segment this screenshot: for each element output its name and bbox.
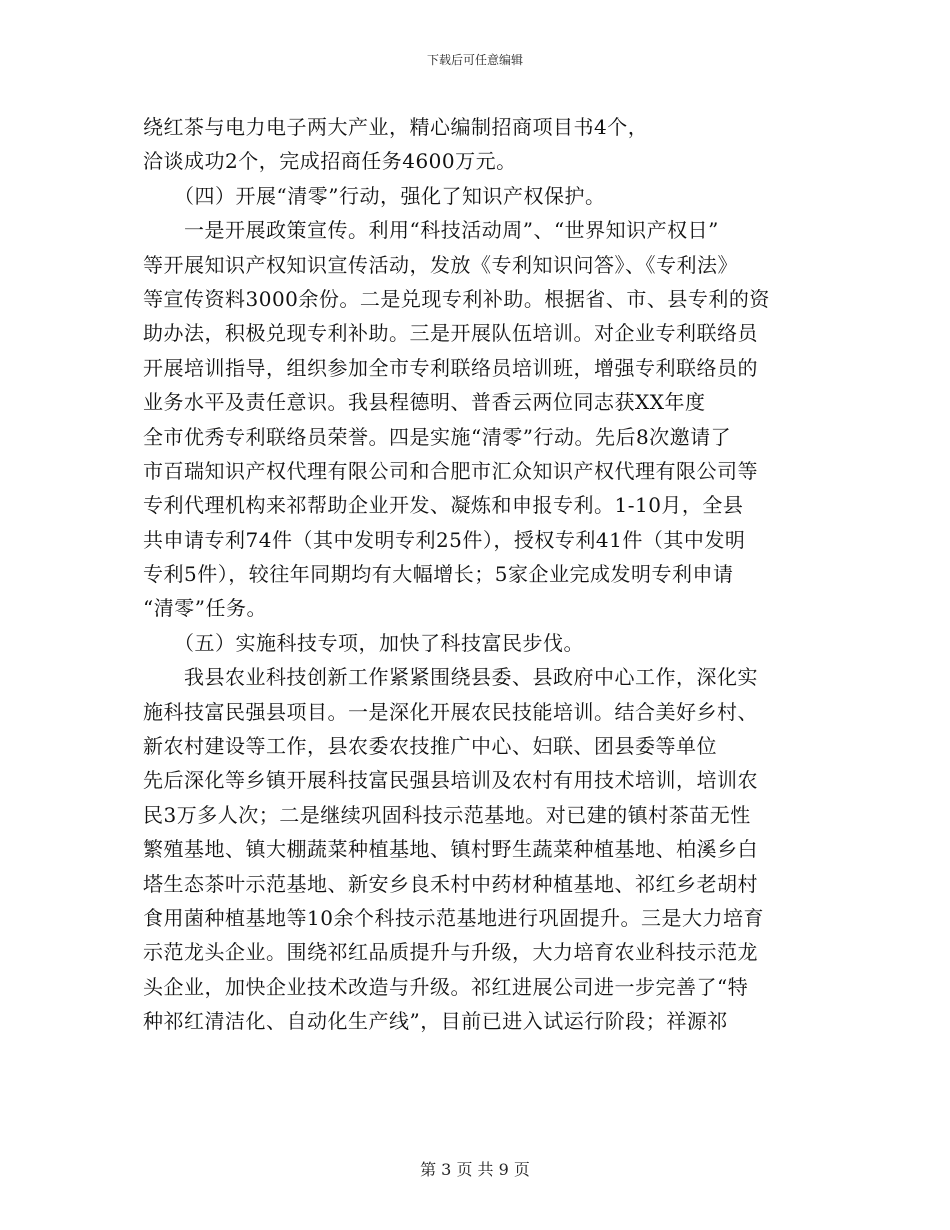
body-line: 种祁红清洁化、自动化生产线”，目前已进入试运行阶段；祥源祁 xyxy=(143,1009,728,1034)
body-line: 塔生态茶叶示范基地、新安乡良禾村中药材种植基地、祁红乡老胡村 xyxy=(143,871,758,896)
body-line: 示范龙头企业。围绕祁红品质提升与升级，大力培育农业科技示范龙 xyxy=(143,940,758,965)
page-header-note: 下载后可任意编辑 xyxy=(426,53,523,67)
body-line: 食用菌种植基地等10余个科技示范基地进行巩固提升。三是大力培育 xyxy=(143,905,764,930)
body-line: 专利5件），较往年同期均有大幅增长；5家企业完成发明专利申请 xyxy=(143,562,734,587)
body-line: 等开展知识产权知识宣传活动，发放《专利知识问答》、《专利法》 xyxy=(143,252,738,277)
body-line: 我县农业科技创新工作紧紧围绕县委、县政府中心工作，深化实 xyxy=(143,665,758,690)
page-number: 第 3 页 共 9 页 xyxy=(420,1160,530,1179)
body-line: 共申请专利74件（其中发明专利25件），授权专利41件（其中发明 xyxy=(143,527,746,552)
body-line: 施科技富民强县项目。一是深化开展农民技能培训。结合美好乡村、 xyxy=(143,699,758,724)
body-line: 开展培训指导，组织参加全市专利联络员培训班，增强专利联络员的 xyxy=(143,355,758,380)
body-line: 洽谈成功2个，完成招商任务4600万元。 xyxy=(143,149,517,174)
body-line: 繁殖基地、镇大棚蔬菜种植基地、镇村野生蔬菜种植基地、柏溪乡白 xyxy=(143,837,758,862)
body-line: 头企业，加快企业技术改造与升级。祁红进展公司进一步完善了“特 xyxy=(143,974,749,999)
body-line: 业务水平及责任意识。我县程德明、普香云两位同志获XX年度 xyxy=(143,390,706,415)
body-line: 市百瑞知识产权代理有限公司和合肥市汇众知识产权代理有限公司等 xyxy=(143,458,758,483)
body-line: 全市优秀专利联络员荣誉。四是实施“清零”行动。先后8次邀请了 xyxy=(143,424,732,449)
body-line: 等宣传资料3000余份。二是兑现专利补助。根据省、市、县专利的资 xyxy=(143,286,770,311)
section-heading: （五）实施科技专项，加快了科技富民步伐。 xyxy=(143,630,584,655)
body-line: 助办法，积极兑现专利补助。三是开展队伍培训。对企业专利联络员 xyxy=(143,321,758,346)
body-line: 先后深化等乡镇开展科技富民强县培训及农村有用技术培训，培训农 xyxy=(143,768,758,793)
body-line: 专利代理机构来祁帮助企业开发、凝炼和申报专利。1-10月，全县 xyxy=(143,493,744,518)
document-body xyxy=(143,110,823,1039)
body-line: “清零”任务。 xyxy=(143,596,267,621)
body-line: 新农村建设等工作，县农委农技推广中心、妇联、团县委等单位 xyxy=(143,734,717,759)
body-line: 绕红茶与电力电子两大产业，精心编制招商项目书4个， xyxy=(143,115,649,139)
section-heading: （四）开展“清零”行动，强化了知识产权保护。 xyxy=(143,183,606,208)
body-line: 民3万多人次；二是继续巩固科技示范基地。对已建的镇村茶苗无性 xyxy=(143,802,751,827)
body-line: 一是开展政策宣传。利用“科技活动周”、“世界知识产权日” xyxy=(143,218,719,243)
